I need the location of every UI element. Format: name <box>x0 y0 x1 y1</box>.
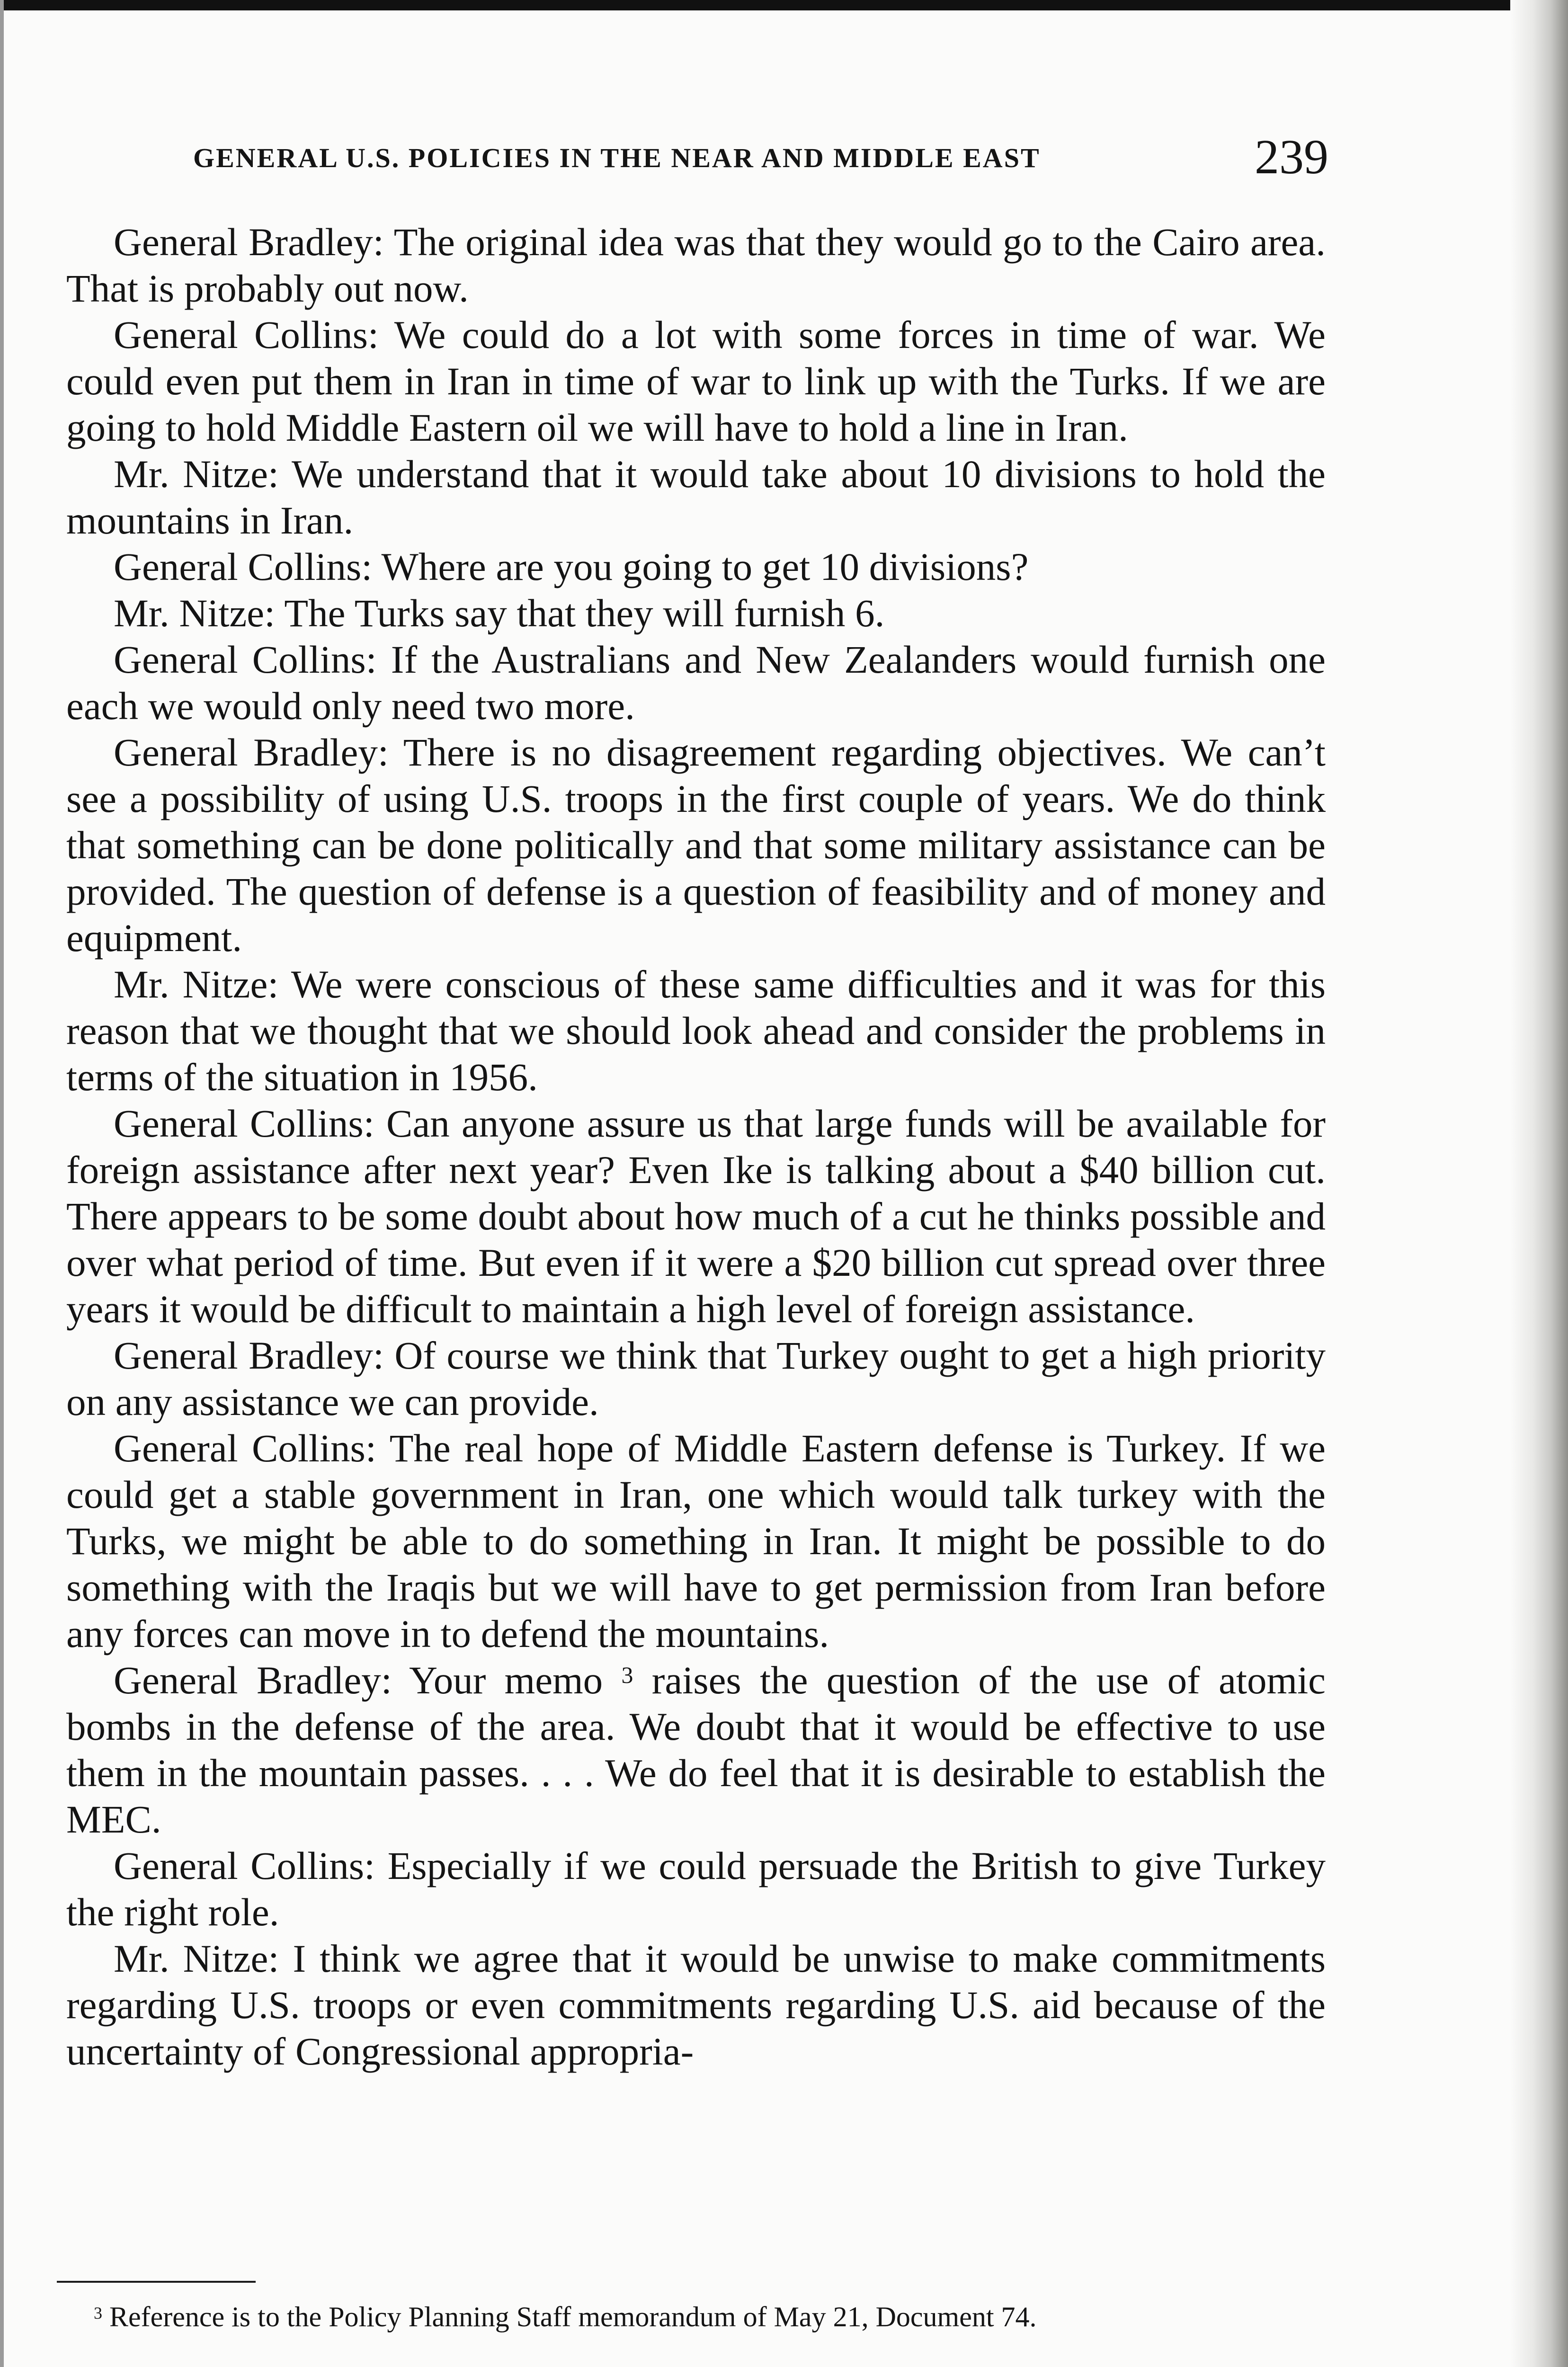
paragraph: General Collins: Where are you going to get 10 divisions? <box>114 545 1029 588</box>
footnote-divider <box>57 2281 256 2283</box>
paragraph: General Collins: Especially if we could persuade the British to give Turkey the right role. <box>66 1844 1326 1934</box>
footnote-marker: 3 <box>94 2303 102 2323</box>
paragraph: Mr. Nitze: The Turks say that they will furnish 6. <box>114 591 885 635</box>
paragraph-with-footnote-ref <box>66 1657 1326 1842</box>
paragraph: General Bradley: Of course we think that Turkey ought to get a high priority on any assistance we can provide. <box>66 1334 1326 1424</box>
paragraph: General Bradley: The original idea was that they would go to the Cairo area. That is probably out now. <box>66 220 1326 310</box>
paragraph: General Collins: We could do a lot with some forces in time of war. We could even put them in Iran in time of war to link up with the Turks. If we are going to hold Middle Eastern oil we will have to hold a line in Iran. <box>66 313 1326 449</box>
top-scan-edge <box>0 0 1568 10</box>
paragraph: Mr. Nitze: I think we agree that it would be unwise to make commitments regarding U.S. troops or even commitments regarding U.S. aid because of the uncertainty of Congressional appropria- <box>66 1937 1326 2073</box>
body-text <box>66 219 1326 2074</box>
paragraph: General Bradley: There is no disagreement regarding objectives. We can’t see a possibility of using U.S. troops in the first couple of years. We do think that something can be done politically and that some military assistance can be provided. The question of defense is a question of feasibility and of money and equipment. <box>66 730 1326 960</box>
page-gutter-shadow <box>1510 0 1568 2367</box>
footnote-reference[interactable]: 3 <box>621 1662 633 1688</box>
paragraph: Mr. Nitze: We were conscious of these same difficulties and it was for this reason that we thought that we should look ahead and consider the problems in terms of the situation in 1956. <box>66 962 1326 1099</box>
paragraph-text: General Bradley: Your memo <box>114 1658 622 1702</box>
paragraph: General Collins: Can anyone assure us that large funds will be available for foreign assistance after next year? Even Ike is talking about a $40 billion cut. There appears to be some doubt about how much of a cut he thinks possible and over what period of time. But even if it were a $20 billion cut spread over three years it would be difficult to maintain a high level of foreign assistance. <box>66 1102 1326 1331</box>
paragraph: General Collins: The real hope of Middle Eastern defense is Turkey. If we could get a stable government in Iran, one which would talk turkey with the Turks, we might be able to do something in Iran. It might be possible to do something with the Iraqis but we will have to get permission from Iran before any forces can move in to defend the mountains. <box>66 1426 1326 1655</box>
left-scan-edge <box>0 0 4 2367</box>
footnote-text: Reference is to the Policy Planning Staff memorandum of May 21, Document 74. <box>109 2301 1037 2332</box>
footnote <box>94 2300 1325 2334</box>
page-number: 239 <box>1255 130 1328 184</box>
paragraph: Mr. Nitze: We understand that it would take about 10 divisions to hold the mountains in Iran. <box>66 452 1326 542</box>
paragraph: General Collins: If the Australians and New Zealanders would furnish one each we would only need two more. <box>66 638 1326 728</box>
running-head: GENERAL U.S. POLICIES IN THE NEAR AND MIDDLE EAST <box>193 142 1041 173</box>
paragraph-text: raises the question of the use of atomic bombs in the defense of the area. We doubt that it would be effective to use them in the mountain passes. . . . We do feel that it is desirable to establish the MEC. <box>66 1658 1326 1841</box>
